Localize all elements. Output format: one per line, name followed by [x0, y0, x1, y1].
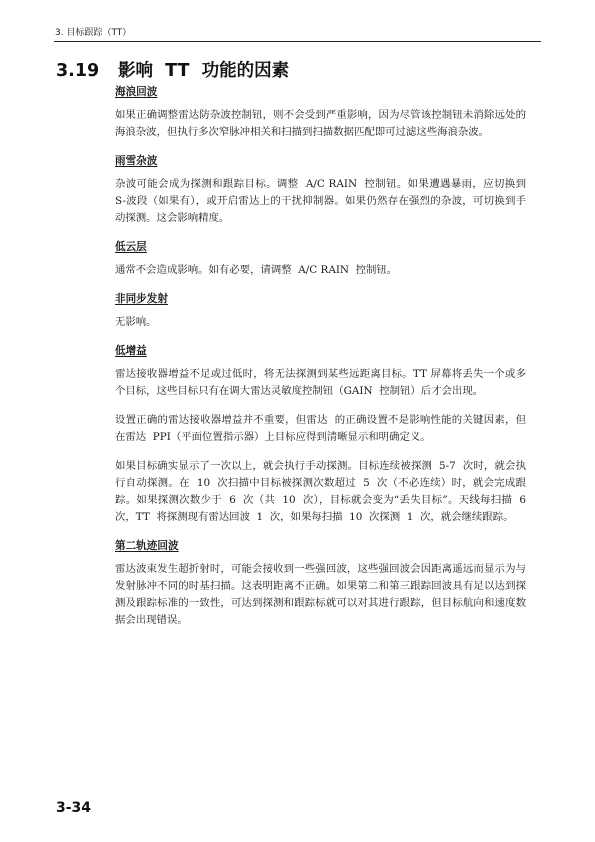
- paragraph: 雷达接收器增益不足或过低时，将无法探测到某些远距离目标。TT 屏幕将丢失一个或多个目标，这些目标只有在调大雷达灵敏度控制钮（GAIN 控制钮）后才会出现。: [115, 368, 526, 397]
- page-number: 3-34: [56, 800, 92, 816]
- subsection-title-rain-clutter: 雨雪杂波: [115, 155, 158, 167]
- subsection-title-low-gain: 低增益: [115, 345, 147, 357]
- page-body: [115, 84, 533, 629]
- paragraph: 通常不会造成影响。如有必要，请调整 A/C RAIN 控制钮。: [115, 264, 398, 276]
- subsection-title-second-trace-echo: 第二轨迹回波: [115, 540, 179, 552]
- subsection-title-low-clouds: 低云层: [115, 241, 147, 253]
- section-number: 3.19: [56, 61, 100, 81]
- section-title: 影响 TT 功能的因素: [118, 61, 290, 81]
- section-heading: [56, 57, 289, 82]
- paragraph: 如果目标确实显示了一次以上，就会执行手动探测。目标连续被探测 5-7 次时，就会执行自动探测。在 10 次扫描中目标被探测次数超过 5 次（不必连续）时，就会完成跟踪。如果探测次数少于 6 次（共 10 次），目标就会变为“丢失目标”。天线每扫描 6 次，TT 将探测现有雷达回波 1 次，如果每扫描 10 次探测 1 次，就会继续跟踪。: [115, 460, 533, 523]
- subsection-title-async-transmission: 非同步发射: [115, 293, 168, 305]
- paragraph: 如果正确调整雷达防杂波控制钮，则不会受到严重影响，因为尽管该控制钮未消除远处的海浪杂波，但执行多次窄脉冲相关和扫描到扫描数据匹配即可过滤这些海浪杂波。: [115, 109, 526, 138]
- subsection-title-sea-clutter: 海浪回波: [115, 86, 158, 98]
- paragraph: 杂波可能会成为探测和跟踪目标。调整 A/C RAIN 控制钮。如果遭遇暴雨，应切换到 S-波段（如果有），或开启雷达上的干扰抑制器。如果仍然存在强烈的杂波，可切换到手动探测。这会影响精度。: [115, 178, 533, 224]
- header-rule: [54, 41, 541, 42]
- paragraph: 设置正确的雷达接收器增益并不重要，但雷达 的正确设置不是影响性能的关键因素，但在雷达 PPI（平面位置指示器）上目标应得到清晰显示和明确定义。: [115, 414, 526, 443]
- paragraph: 雷达波束发生超折射时，可能会接收到一些强回波，这些强回波会因距离遥远而显示为与发射脉冲不同的时基扫描。这表明距离不正确。如果第二和第三跟踪回波具有足以达到探测及跟踪标准的一致性，可达到探测和跟踪标就可以对其进行跟踪，但目标航向和速度数据会出现错误。: [115, 563, 526, 626]
- paragraph: 无影响。: [115, 316, 157, 328]
- running-header: 3. 目标跟踪（TT）: [55, 28, 132, 38]
